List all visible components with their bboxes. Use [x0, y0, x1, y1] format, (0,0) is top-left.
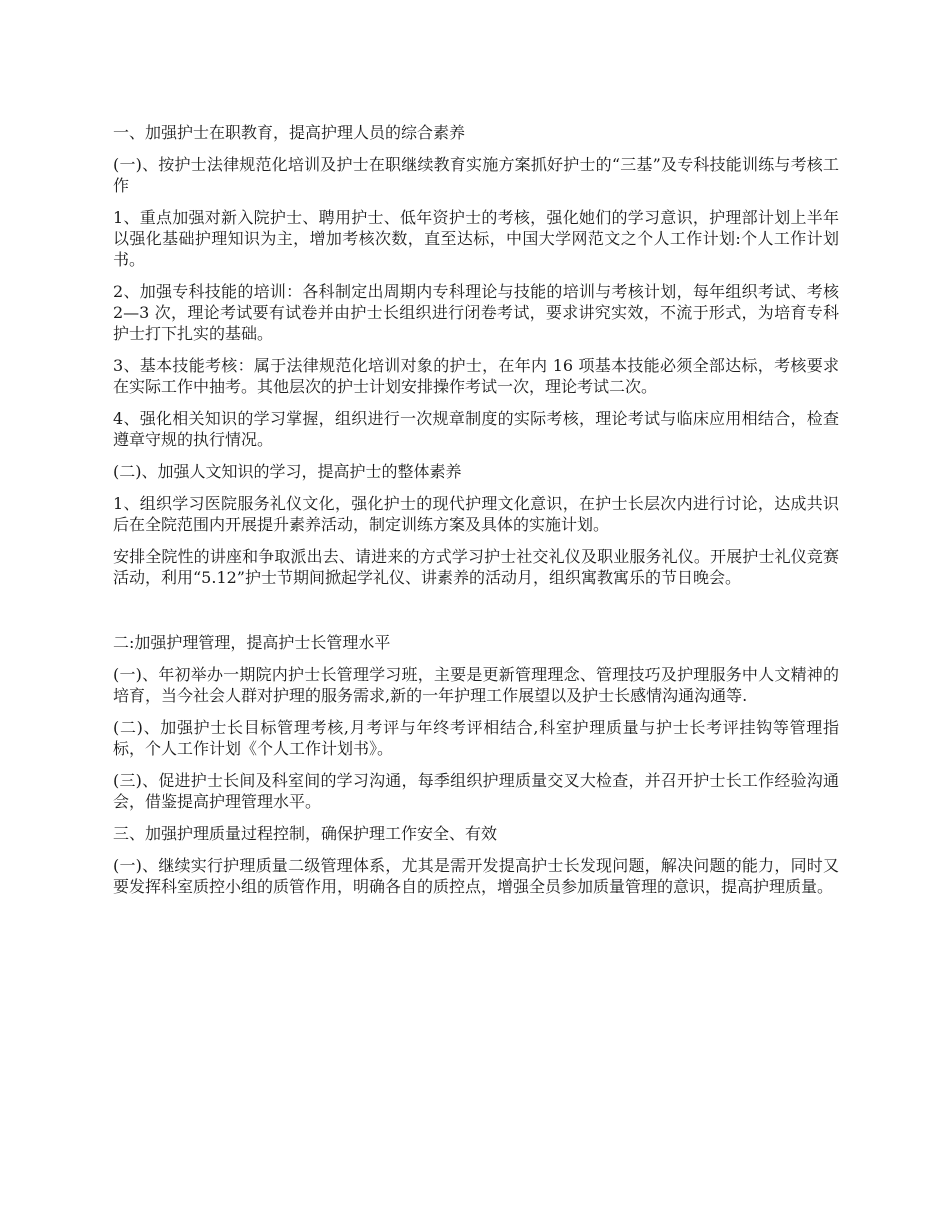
section-heading-3: 三、加强护理质量过程控制，确保护理工作安全、有效 [113, 824, 498, 843]
section-heading-2: 二:加强护理管理，提高护士长管理水平 [113, 633, 391, 652]
paragraph: 4、强化相关知识的学习掌握，组织进行一次规章制度的实际考核，理论考试与临床应用相结合，检查遵章守规的执行情况。 [113, 409, 839, 449]
paragraph: 1、重点加强对新入院护士、聘用护士、低年资护士的考核，强化她们的学习意识，护理部计划上半年以强化基础护理知识为主，增加考核次数，直至达标，中国大学网范文之个人工作计划:个人工作计划书。 [113, 208, 839, 269]
paragraph: (一)、继续实行护理质量二级管理体系，尤其是需开发提高护士长发现问题，解决问题的能力，同时又要发挥科室质控小组的质管作用，明确各自的质控点，增强全员参加质量管理的意识，提高护理质量。 [113, 856, 839, 896]
section-heading-1: 一、加强护士在职教育，提高护理人员的综合素养 [113, 123, 466, 142]
subsection-heading-1-2: (二)、加强人文知识的学习，提高护士的整体素养 [113, 462, 462, 481]
paragraph: 安排全院性的讲座和争取派出去、请进来的方式学习护士社交礼仪及职业服务礼仪。开展护士礼仪竞赛活动，利用“5.12”护士节期间掀起学礼仪、讲素养的活动月，组织寓教寓乐的节日晚会。 [113, 547, 839, 587]
paragraph: 1、组织学习医院服务礼仪文化，强化护士的现代护理文化意识，在护士长层次内进行讨论，达成共识后在全院范围内开展提升素养活动，制定训练方案及具体的实施计划。 [113, 494, 839, 534]
document-page [113, 122, 839, 908]
paragraph: (一)、年初举办一期院内护士长管理学习班，主要是更新管理理念、管理技巧及护理服务中人文精神的培育，当今社会人群对护理的服务需求,新的一年护理工作展望以及护士长感情沟通沟通等. [113, 665, 839, 705]
paragraph: 2、加强专科技能的培训：各科制定出周期内专科理论与技能的培训与考核计划，每年组织考试、考核 2—3 次，理论考试要有试卷并由护士长组织进行闭卷考试，要求讲究实效，不流于形式，为培育专科护士打下扎实的基础。 [113, 282, 839, 343]
subsection-heading-1-1: (一)、按护士法律规范化培训及护士在职继续教育实施方案抓好护士的“三基”及专科技能训练与考核工作 [113, 155, 839, 195]
paragraph: (三)、促进护士长间及科室间的学习沟通，每季组织护理质量交叉大检查，并召开护士长工作经验沟通会，借鉴提高护理管理水平。 [113, 771, 839, 811]
paragraph: 3、基本技能考核：属于法律规范化培训对象的护士，在年内 16 项基本技能必须全部达标，考核要求在实际工作中抽考。其他层次的护士计划安排操作考试一次，理论考试二次。 [113, 356, 839, 396]
paragraph: (二)、加强护士长目标管理考核,月考评与年终考评相结合,科室护理质量与护士长考评挂钩等管理指标，个人工作计划《个人工作计划书》。 [113, 718, 839, 758]
